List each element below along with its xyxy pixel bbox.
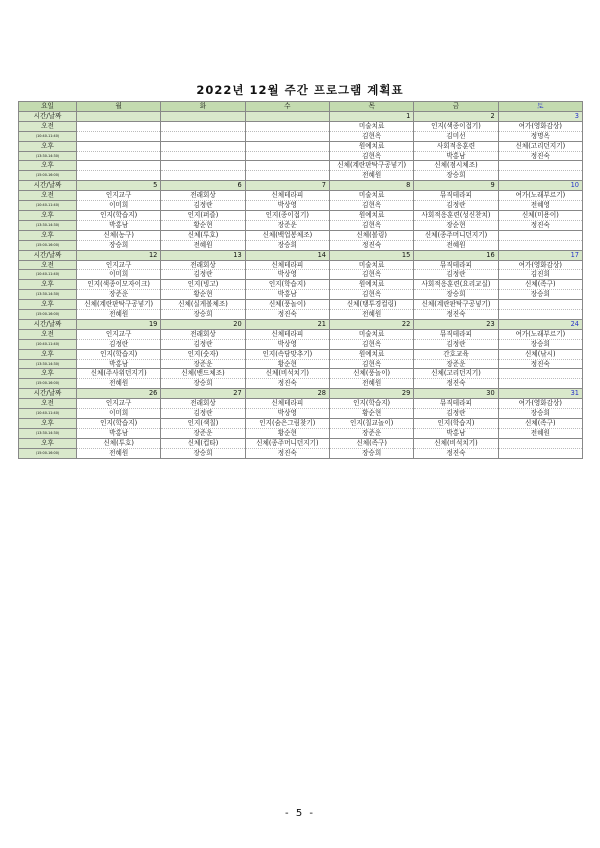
staff-cell: 황순현	[161, 290, 245, 300]
program-cell: 여가(영화감상)	[498, 121, 582, 131]
header-day: 수	[245, 102, 329, 112]
staff-cell: 김현옥	[329, 201, 413, 211]
date-cell: 28	[245, 389, 329, 399]
program-cell: 미술치료	[329, 191, 413, 201]
slot-label: 오전	[19, 121, 77, 131]
program-cell: 신체(계란판탁구공넣기)	[77, 300, 161, 310]
header-row	[19, 102, 583, 112]
program-cell: 인지(색종이모자이크)	[77, 280, 161, 290]
program-cell	[245, 121, 329, 131]
program-cell	[161, 141, 245, 151]
program-cell: 인지(학습지)	[414, 419, 498, 429]
program-row	[19, 369, 583, 379]
slot-label: 오후	[19, 300, 77, 310]
program-cell: 원예치료	[329, 141, 413, 151]
staff-cell: 장준운	[414, 359, 498, 369]
staff-cell: 김정란	[414, 409, 498, 419]
program-row	[19, 121, 583, 131]
staff-row	[19, 131, 583, 141]
staff-cell: 김현옥	[329, 151, 413, 161]
program-cell: 신체(백업봉체조)	[245, 230, 329, 240]
staff-cell: 박상영	[245, 339, 329, 349]
date-cell: 14	[245, 250, 329, 260]
program-row	[19, 349, 583, 359]
staff-cell: 장승희	[77, 240, 161, 250]
program-cell	[161, 121, 245, 131]
program-cell: 여가(노래부르기)	[498, 191, 582, 201]
staff-cell: 김현옥	[329, 270, 413, 280]
date-cell: 13	[161, 250, 245, 260]
staff-cell: 김현옥	[329, 131, 413, 141]
staff-cell: 김정란	[414, 339, 498, 349]
staff-cell: 전혜원	[77, 310, 161, 320]
program-cell: 인지(칠교놀이)	[329, 419, 413, 429]
program-row	[19, 161, 583, 171]
staff-cell: 장승희	[498, 339, 582, 349]
staff-cell: 정진숙	[498, 151, 582, 161]
staff-cell: 김현옥	[329, 220, 413, 230]
staff-cell: 전혜원	[414, 240, 498, 250]
program-cell	[77, 141, 161, 151]
staff-cell: 이미희	[77, 409, 161, 419]
slot-time: (10:40-11:40)	[19, 131, 77, 141]
program-cell: 신체(족구)	[498, 419, 582, 429]
date-cell: 3	[498, 111, 582, 121]
program-cell: 사회적응훈련(성신찬치)	[414, 210, 498, 220]
program-row	[19, 260, 583, 270]
program-cell: 신체(풍놀이)	[329, 369, 413, 379]
staff-cell	[498, 379, 582, 389]
staff-row	[19, 220, 583, 230]
program-cell	[77, 161, 161, 171]
staff-cell: 황순현	[329, 409, 413, 419]
program-cell: 인지(퍼즐)	[161, 210, 245, 220]
staff-cell: 장준운	[245, 220, 329, 230]
date-cell: 22	[329, 319, 413, 329]
slot-label: 오후	[19, 141, 77, 151]
program-cell: 인지(학습지)	[77, 419, 161, 429]
staff-row	[19, 270, 583, 280]
program-cell: 신체테라피	[245, 191, 329, 201]
program-row	[19, 399, 583, 409]
date-cell: 8	[329, 181, 413, 191]
header-day: 금	[414, 102, 498, 112]
staff-cell: 전혜원	[77, 448, 161, 458]
date-cell	[245, 111, 329, 121]
program-cell: 미술치료	[329, 260, 413, 270]
program-row	[19, 230, 583, 240]
staff-cell	[77, 151, 161, 161]
program-cell: 간호교육	[414, 349, 498, 359]
slot-label: 오후	[19, 230, 77, 240]
date-cell: 24	[498, 319, 582, 329]
program-cell: 인지(학습지)	[329, 399, 413, 409]
date-cell: 5	[77, 181, 161, 191]
staff-cell: 정진숙	[498, 359, 582, 369]
program-cell: 신체(투호)	[77, 438, 161, 448]
slot-label: 오후	[19, 369, 77, 379]
slot-time: (15:00-16:00)	[19, 310, 77, 320]
staff-cell: 박홍남	[77, 220, 161, 230]
staff-cell: 이미희	[77, 201, 161, 211]
staff-cell: 황순현	[245, 428, 329, 438]
staff-row	[19, 359, 583, 369]
program-cell	[498, 230, 582, 240]
header-day: 화	[161, 102, 245, 112]
program-cell: 미술치료	[329, 121, 413, 131]
program-cell: 전래회상	[161, 260, 245, 270]
program-cell: 여가(영화감상)	[498, 260, 582, 270]
staff-cell	[245, 151, 329, 161]
staff-cell: 정진숙	[245, 310, 329, 320]
staff-row	[19, 409, 583, 419]
staff-cell: 이미희	[77, 270, 161, 280]
program-cell: 신체(계란판탁구공넣기)	[329, 161, 413, 171]
date-cell: 27	[161, 389, 245, 399]
date-cell: 15	[329, 250, 413, 260]
program-cell: 인지(숨은그림찾기)	[245, 419, 329, 429]
staff-cell: 박홍남	[77, 428, 161, 438]
staff-cell: 정명옥	[498, 131, 582, 141]
program-cell: 뮤직테라피	[414, 329, 498, 339]
slot-label: 오후	[19, 210, 77, 220]
staff-cell: 정진숙	[245, 379, 329, 389]
program-cell: 신체(탱투경컬링)	[329, 300, 413, 310]
date-cell	[77, 111, 161, 121]
week-label: 시간/날짜	[19, 389, 77, 399]
staff-cell: 정진숙	[498, 220, 582, 230]
staff-cell	[498, 448, 582, 458]
program-cell: 신체(컵타)	[161, 438, 245, 448]
program-cell: 신체(고리던지기)	[498, 141, 582, 151]
program-cell: 인지(종이접기)	[245, 210, 329, 220]
program-row	[19, 438, 583, 448]
staff-cell: 장승희	[414, 171, 498, 181]
staff-row	[19, 151, 583, 161]
date-cell: 26	[77, 389, 161, 399]
program-row	[19, 141, 583, 151]
program-cell: 신체(풍놀이)	[245, 300, 329, 310]
staff-row	[19, 310, 583, 320]
page-title: 2022년 12월 주간 프로그램 계획표	[196, 83, 404, 97]
program-cell	[245, 141, 329, 151]
staff-cell: 장준운	[77, 290, 161, 300]
header-day: 토	[498, 102, 582, 112]
week-date-row	[19, 389, 583, 399]
program-cell: 인지(학습지)	[77, 349, 161, 359]
program-cell	[245, 161, 329, 171]
week-date-row	[19, 319, 583, 329]
program-cell	[498, 300, 582, 310]
slot-time: (13:30-14:30)	[19, 151, 77, 161]
slot-label: 오전	[19, 329, 77, 339]
staff-cell	[498, 240, 582, 250]
staff-row	[19, 339, 583, 349]
staff-cell: 박홍남	[77, 359, 161, 369]
program-cell: 인지(학습지)	[245, 280, 329, 290]
program-row	[19, 210, 583, 220]
staff-cell: 장승희	[161, 310, 245, 320]
page-number: - 5 -	[285, 808, 315, 819]
program-cell: 신체(투호)	[161, 230, 245, 240]
staff-cell: 김정란	[414, 270, 498, 280]
program-cell: 전래회상	[161, 399, 245, 409]
program-cell: 원예치료	[329, 210, 413, 220]
staff-cell: 전혜원	[329, 310, 413, 320]
program-cell: 여가(노래부르기)	[498, 329, 582, 339]
program-cell: 신체(농구)	[77, 230, 161, 240]
date-cell: 30	[414, 389, 498, 399]
staff-cell	[161, 151, 245, 161]
date-cell: 1	[329, 111, 413, 121]
program-cell: 원예치료	[329, 280, 413, 290]
staff-cell: 김정란	[414, 201, 498, 211]
staff-cell: 박홍남	[414, 151, 498, 161]
program-cell	[498, 438, 582, 448]
date-cell: 17	[498, 250, 582, 260]
staff-cell: 전혜원	[161, 240, 245, 250]
program-cell	[498, 161, 582, 171]
staff-cell: 장순현	[414, 220, 498, 230]
staff-cell: 정진숙	[329, 240, 413, 250]
staff-cell	[77, 171, 161, 181]
program-row	[19, 329, 583, 339]
program-cell: 여가(영화감상)	[498, 399, 582, 409]
date-cell: 10	[498, 181, 582, 191]
staff-cell: 전혜원	[329, 379, 413, 389]
week-date-row	[19, 111, 583, 121]
date-cell: 31	[498, 389, 582, 399]
slot-time: (13:30-14:30)	[19, 290, 77, 300]
staff-cell: 정진숙	[414, 310, 498, 320]
date-cell: 29	[329, 389, 413, 399]
date-cell: 6	[161, 181, 245, 191]
slot-label: 오후	[19, 438, 77, 448]
program-cell	[77, 121, 161, 131]
program-cell: 신체(계란판탁구공넣기)	[414, 300, 498, 310]
staff-cell: 박홍남	[414, 428, 498, 438]
week-date-row	[19, 181, 583, 191]
slot-time: (13:30-14:30)	[19, 220, 77, 230]
date-cell: 23	[414, 319, 498, 329]
program-cell: 신체(족구)	[498, 280, 582, 290]
program-cell: 인지교구	[77, 260, 161, 270]
header-day: 목	[329, 102, 413, 112]
program-cell: 인지(빙고)	[161, 280, 245, 290]
date-cell: 21	[245, 319, 329, 329]
week-label: 시간/날짜	[19, 111, 77, 121]
date-cell: 7	[245, 181, 329, 191]
program-cell: 신체(미용이)	[498, 210, 582, 220]
week-date-row	[19, 250, 583, 260]
program-row	[19, 191, 583, 201]
program-cell: 인지교구	[77, 191, 161, 201]
staff-cell: 박상영	[245, 409, 329, 419]
staff-cell	[77, 131, 161, 141]
slot-label: 오후	[19, 419, 77, 429]
program-cell: 신체(점시체조)	[414, 161, 498, 171]
staff-cell: 장승희	[161, 379, 245, 389]
date-cell: 16	[414, 250, 498, 260]
staff-cell: 장준운	[161, 359, 245, 369]
staff-cell: 김현옥	[329, 339, 413, 349]
program-cell: 전래회상	[161, 191, 245, 201]
staff-cell: 정진숙	[245, 448, 329, 458]
program-cell: 신체(종주머니던지기)	[245, 438, 329, 448]
staff-cell	[498, 171, 582, 181]
program-cell: 신체(족구)	[329, 438, 413, 448]
program-cell: 인지(학습지)	[77, 210, 161, 220]
staff-cell: 박상영	[245, 201, 329, 211]
staff-cell: 김현옥	[329, 290, 413, 300]
staff-row	[19, 290, 583, 300]
staff-cell: 김정란	[77, 339, 161, 349]
week-label: 시간/날짜	[19, 319, 77, 329]
program-cell: 인지교구	[77, 399, 161, 409]
header-day: 월	[77, 102, 161, 112]
staff-cell: 황순현	[161, 220, 245, 230]
week-label: 시간/날짜	[19, 181, 77, 191]
program-cell: 인지(색칠)	[161, 419, 245, 429]
slot-time: (15:00-16:00)	[19, 171, 77, 181]
staff-row	[19, 428, 583, 438]
staff-cell: 장준운	[161, 428, 245, 438]
staff-cell: 김정란	[161, 201, 245, 211]
program-cell: 신체(종주머니던지기)	[414, 230, 498, 240]
program-cell: 뮤직테라피	[414, 399, 498, 409]
staff-cell: 장승희	[329, 448, 413, 458]
staff-cell: 김정란	[161, 409, 245, 419]
date-cell: 20	[161, 319, 245, 329]
program-cell: 뮤직테라피	[414, 191, 498, 201]
slot-label: 오후	[19, 161, 77, 171]
date-cell	[161, 111, 245, 121]
program-cell: 신체(고리던지기)	[414, 369, 498, 379]
slot-time: (13:30-14:30)	[19, 359, 77, 369]
staff-cell	[245, 131, 329, 141]
date-cell: 12	[77, 250, 161, 260]
staff-cell	[161, 171, 245, 181]
program-cell: 인지(숫자)	[161, 349, 245, 359]
date-cell: 9	[414, 181, 498, 191]
program-cell: 원예치료	[329, 349, 413, 359]
program-cell: 신체(주사위던지기)	[77, 369, 161, 379]
staff-cell: 장승희	[161, 448, 245, 458]
staff-row	[19, 379, 583, 389]
staff-cell	[498, 310, 582, 320]
staff-cell: 박홍남	[245, 290, 329, 300]
program-cell: 사회적응훈련(요리교실)	[414, 280, 498, 290]
date-cell: 2	[414, 111, 498, 121]
slot-time: (15:00-16:00)	[19, 448, 77, 458]
weekly-schedule-table	[18, 101, 583, 459]
program-cell: 신체(낚시)	[498, 349, 582, 359]
program-cell: 미술치료	[329, 329, 413, 339]
staff-cell	[161, 131, 245, 141]
staff-cell: 장승희	[245, 240, 329, 250]
program-cell	[498, 369, 582, 379]
staff-row	[19, 201, 583, 211]
staff-cell: 장승희	[498, 409, 582, 419]
staff-cell	[245, 171, 329, 181]
staff-cell: 김정란	[161, 339, 245, 349]
slot-label: 오후	[19, 349, 77, 359]
staff-cell: 김진희	[498, 270, 582, 280]
staff-cell: 장준운	[329, 428, 413, 438]
header-label: 요일	[19, 102, 77, 112]
slot-label: 오전	[19, 399, 77, 409]
staff-cell: 김미선	[414, 131, 498, 141]
program-cell	[161, 161, 245, 171]
staff-cell: 전혜원	[498, 428, 582, 438]
slot-time: (10:40-11:40)	[19, 270, 77, 280]
slot-label: 오후	[19, 280, 77, 290]
staff-cell: 김현옥	[329, 359, 413, 369]
slot-time: (15:00-16:00)	[19, 379, 77, 389]
slot-time: (10:40-11:40)	[19, 409, 77, 419]
staff-cell: 박상영	[245, 270, 329, 280]
staff-row	[19, 171, 583, 181]
week-label: 시간/날짜	[19, 250, 77, 260]
program-cell: 인지(속담맞추기)	[245, 349, 329, 359]
staff-cell: 황순현	[245, 359, 329, 369]
date-cell: 19	[77, 319, 161, 329]
program-cell: 신체(비석치기)	[245, 369, 329, 379]
program-cell: 신체테라피	[245, 399, 329, 409]
slot-label: 오전	[19, 260, 77, 270]
program-cell: 신체(볼링)	[329, 230, 413, 240]
program-row	[19, 280, 583, 290]
program-cell: 사회적응훈련	[414, 141, 498, 151]
slot-time: (15:00-16:00)	[19, 240, 77, 250]
staff-row	[19, 240, 583, 250]
staff-row	[19, 448, 583, 458]
schedule-body	[19, 102, 583, 459]
staff-cell: 정진숙	[414, 448, 498, 458]
staff-cell: 장승희	[498, 290, 582, 300]
program-cell: 신체테라피	[245, 329, 329, 339]
staff-cell: 전혜영	[498, 201, 582, 211]
slot-time: (10:40-11:40)	[19, 201, 77, 211]
program-cell: 인지교구	[77, 329, 161, 339]
slot-time: (13:30-14:30)	[19, 428, 77, 438]
slot-label: 오전	[19, 191, 77, 201]
staff-cell: 김정란	[161, 270, 245, 280]
staff-cell: 장승희	[414, 290, 498, 300]
program-cell: 뮤직테라피	[414, 260, 498, 270]
staff-cell: 정진숙	[414, 379, 498, 389]
program-row	[19, 300, 583, 310]
staff-cell: 전혜원	[77, 379, 161, 389]
program-cell: 신체테라피	[245, 260, 329, 270]
program-row	[19, 419, 583, 429]
program-cell: 신체(밴드체조)	[161, 369, 245, 379]
program-cell: 인지(색종이접기)	[414, 121, 498, 131]
program-cell: 신체(실게볼체조)	[161, 300, 245, 310]
staff-cell: 전혜원	[329, 171, 413, 181]
program-cell: 전래회상	[161, 329, 245, 339]
program-cell: 신체(비석치기)	[414, 438, 498, 448]
slot-time: (10:40-11:40)	[19, 339, 77, 349]
